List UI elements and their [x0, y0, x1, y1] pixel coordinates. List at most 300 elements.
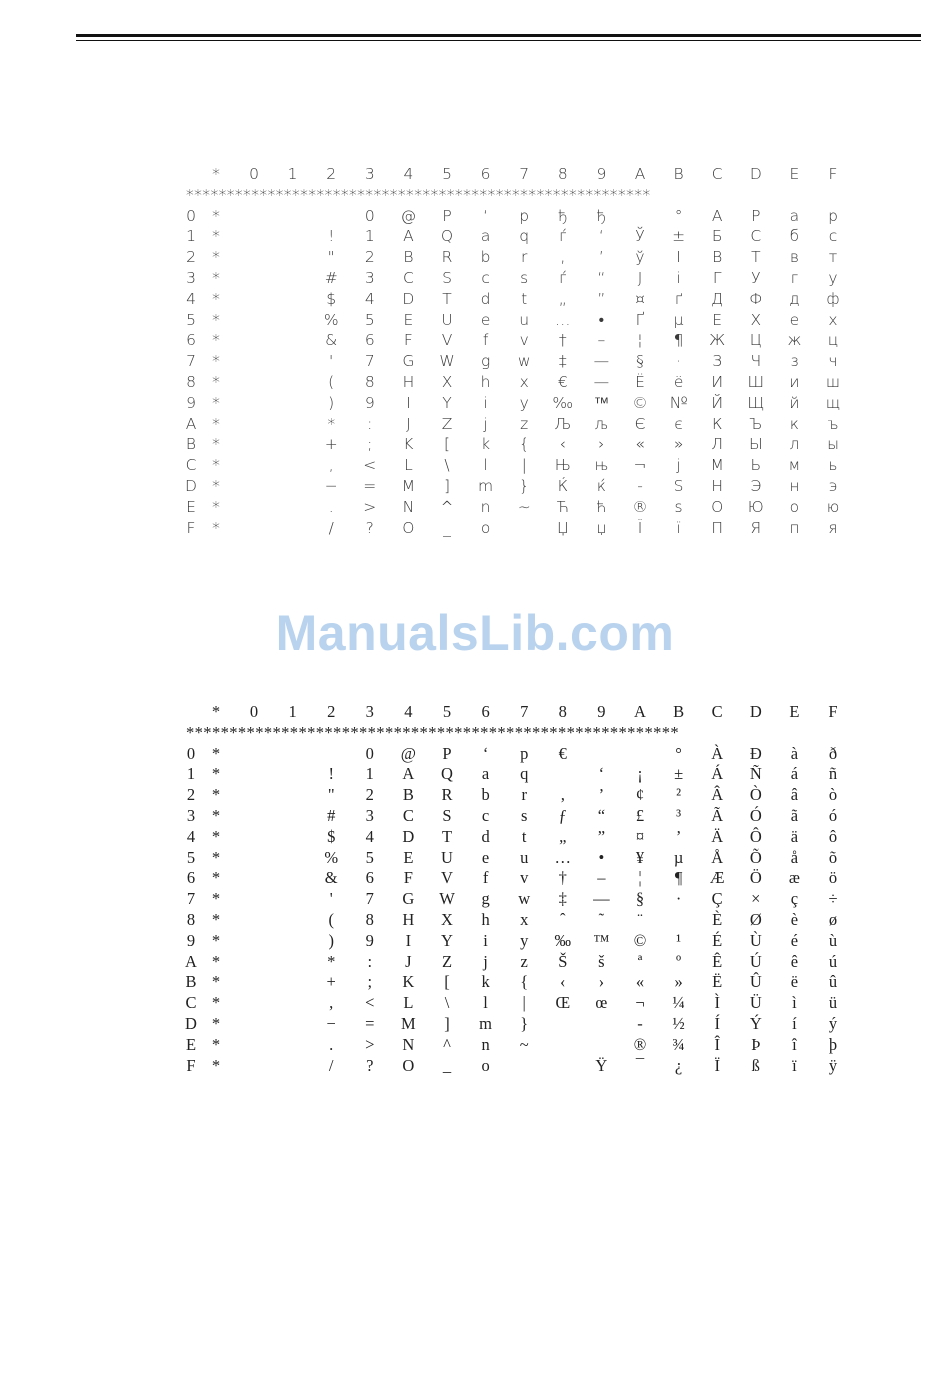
char-cell: z — [520, 414, 529, 433]
char-cell: э — [828, 476, 838, 495]
char-cell: § — [635, 889, 645, 909]
char-cell: 7 — [365, 889, 374, 909]
char-cell: o — [480, 518, 491, 537]
header-cell: 6 — [481, 702, 490, 721]
char-cell: M — [401, 476, 416, 495]
char-cell: Å — [711, 847, 724, 867]
char-cell: № — [669, 393, 688, 412]
char-cell: ‘ — [483, 206, 489, 225]
char-cell: % — [323, 310, 339, 329]
row-label: 0 — [186, 206, 196, 225]
char-cell: В — [712, 248, 723, 267]
char-cell: ђ — [596, 206, 607, 225]
table-row — [176, 497, 856, 518]
header-cell: 1 — [288, 702, 297, 721]
char-cell: Ì — [714, 993, 720, 1013]
table-row — [176, 931, 856, 952]
char-cell: v — [519, 331, 529, 350]
row-label: 1 — [186, 764, 196, 784]
character-table-2 — [176, 702, 856, 1076]
character-table-1 — [176, 164, 856, 538]
char-cell: њ — [594, 456, 609, 475]
char-cell: Ú — [749, 951, 762, 971]
char-cell: • — [598, 847, 605, 867]
row-star: * — [211, 951, 221, 971]
char-cell: — — [593, 372, 610, 391]
char-cell: u — [519, 310, 530, 329]
char-cell: ѓ — [558, 227, 567, 246]
char-cell: ¦ — [637, 331, 643, 350]
char-cell: „ — [558, 289, 567, 308]
char-cell: U — [441, 847, 453, 867]
char-cell: о — [789, 497, 800, 516]
table-row — [176, 351, 856, 372]
char-cell: î — [792, 1034, 797, 1054]
char-cell: û — [828, 972, 838, 992]
char-cell: s — [520, 268, 529, 287]
table-row — [176, 247, 856, 268]
char-cell: / — [328, 518, 334, 537]
char-cell: & — [324, 868, 338, 888]
char-cell: е — [789, 310, 800, 329]
char-cell: н — [789, 476, 800, 495]
char-cell: ё — [673, 372, 684, 391]
char-cell: ! — [328, 764, 334, 784]
char-cell: i — [483, 930, 488, 950]
row-star: * — [211, 847, 221, 867]
header-cell: 7 — [520, 702, 529, 721]
char-cell: H — [402, 909, 415, 929]
char-cell: Ä — [711, 826, 724, 846]
char-cell: m — [479, 1013, 493, 1033]
char-cell: h — [481, 909, 490, 929]
char-cell: p — [520, 743, 529, 763]
char-cell: ° — [674, 206, 683, 225]
char-cell: Z — [441, 951, 453, 971]
char-cell: · — [676, 352, 682, 371]
header-cell: F — [828, 702, 838, 721]
char-cell: Â — [711, 785, 724, 805]
char-cell: ‚ — [560, 785, 566, 805]
table-row — [176, 1014, 856, 1035]
char-cell: Ã — [711, 805, 724, 825]
char-cell: Й — [711, 393, 724, 412]
char-cell: . — [328, 497, 334, 516]
char-cell: ¬ — [633, 456, 647, 475]
char-cell: £ — [635, 805, 645, 825]
char-cell: õ — [828, 847, 838, 867]
char-cell: E — [403, 310, 414, 329]
char-cell: í — [792, 1013, 797, 1033]
char-cell: у — [828, 268, 838, 287]
row-label: 2 — [186, 785, 196, 805]
row-star: * — [212, 268, 220, 287]
char-cell: , — [329, 993, 334, 1013]
table-header-row — [176, 164, 856, 185]
char-cell: ˆ — [560, 909, 566, 929]
char-cell: + — [324, 435, 338, 454]
row-label: 9 — [186, 930, 196, 950]
char-cell: І — [676, 248, 681, 267]
char-cell: 6 — [364, 331, 375, 350]
char-cell: . — [329, 1034, 334, 1054]
char-cell: z — [520, 951, 528, 971]
char-cell: q — [520, 764, 529, 784]
char-cell: § — [636, 352, 644, 371]
char-cell: B — [403, 248, 414, 267]
char-cell: R — [441, 785, 453, 805]
char-cell: − — [326, 1013, 336, 1033]
char-cell: Ш — [747, 372, 765, 391]
char-cell: ˜ — [598, 909, 605, 929]
row-star: * — [212, 352, 220, 371]
char-cell: ä — [790, 826, 799, 846]
row-label: 0 — [186, 743, 196, 763]
char-cell: [ — [443, 435, 451, 454]
char-cell: } — [520, 1013, 529, 1033]
char-cell: _ — [442, 1055, 452, 1075]
char-cell: ” — [597, 289, 606, 308]
char-cell: › — [598, 972, 605, 992]
char-cell: Р — [751, 206, 761, 225]
char-cell: к — [789, 414, 799, 433]
char-cell: L — [403, 993, 414, 1013]
row-label: C — [185, 456, 197, 475]
char-cell: y — [520, 930, 529, 950]
char-cell: X — [441, 372, 453, 391]
char-cell: Ц — [749, 331, 762, 350]
char-cell: М — [710, 456, 724, 475]
char-cell: K — [403, 435, 414, 454]
char-cell: ï — [792, 1055, 797, 1075]
char-cell: N — [402, 497, 415, 516]
char-cell: G — [402, 889, 415, 909]
row-star: * — [211, 972, 221, 992]
char-cell: ƒ — [558, 805, 567, 825]
char-cell: t — [521, 289, 528, 308]
char-cell: Я — [750, 518, 762, 537]
char-cell: J — [406, 414, 411, 433]
row-star: * — [212, 456, 220, 475]
row-label: F — [186, 518, 196, 537]
char-cell: — — [593, 889, 610, 909]
header-cell: 8 — [558, 702, 567, 721]
char-cell: Э — [750, 476, 762, 495]
char-cell: З — [712, 352, 723, 371]
char-cell: Ь — [750, 456, 762, 475]
char-cell: ' — [329, 352, 334, 371]
char-cell: Ð — [749, 743, 762, 763]
char-cell: d — [480, 289, 491, 308]
char-cell: Ы — [748, 435, 763, 454]
char-cell: R — [441, 248, 453, 267]
header-cell: 2 — [327, 702, 336, 721]
char-cell: P — [442, 743, 452, 763]
char-cell: п — [789, 518, 800, 537]
char-cell: à — [790, 743, 799, 763]
table-row — [176, 952, 856, 973]
char-cell: - — [637, 476, 643, 495]
char-cell: $ — [326, 289, 337, 308]
table-row — [176, 310, 856, 331]
char-cell: h — [480, 372, 491, 391]
char-cell: w — [517, 352, 531, 371]
char-cell: П — [711, 518, 724, 537]
char-cell: D — [402, 289, 415, 308]
char-cell: * — [327, 951, 336, 971]
char-cell: q — [519, 227, 530, 246]
char-cell: Ò — [749, 785, 762, 805]
row-label: 6 — [186, 331, 196, 350]
char-cell: ѓ — [558, 268, 567, 287]
char-cell: ¿ — [674, 1055, 683, 1075]
char-cell: a — [480, 227, 491, 246]
row-star: * — [212, 497, 220, 516]
char-cell: [ — [444, 972, 450, 992]
table-row — [176, 972, 856, 993]
char-cell: з — [790, 352, 799, 371]
char-cell: Ô — [749, 826, 762, 846]
char-cell: Ê — [712, 951, 723, 971]
char-cell: и — [789, 372, 800, 391]
char-cell: Ï — [714, 1055, 720, 1075]
char-cell: Ù — [749, 930, 762, 950]
char-cell: ‡ — [558, 352, 567, 371]
char-cell: m — [478, 476, 494, 495]
char-cell: f — [482, 868, 489, 888]
char-cell: ô — [828, 826, 838, 846]
char-cell: — — [593, 352, 610, 371]
char-cell: i — [483, 393, 488, 412]
char-cell: ¼ — [672, 993, 685, 1013]
char-cell: œ — [595, 993, 608, 1013]
char-cell: Ў — [635, 227, 645, 246]
char-cell: P — [442, 206, 452, 225]
char-cell: 4 — [364, 289, 375, 308]
star-line: ********************************************************* — [186, 722, 680, 742]
row-label: D — [185, 476, 197, 495]
char-cell: A — [403, 227, 414, 246]
char-cell: Ќ — [557, 476, 569, 495]
char-cell: ¬ — [635, 993, 645, 1013]
char-cell: Ç — [711, 889, 723, 909]
char-cell: „ — [559, 826, 567, 846]
char-cell: ¥ — [635, 847, 645, 867]
char-cell: ‹ — [559, 435, 566, 454]
char-cell: 2 — [364, 248, 375, 267]
char-cell: Ó — [749, 805, 762, 825]
char-cell: 7 — [364, 352, 375, 371]
char-cell: – — [597, 331, 606, 350]
char-cell: K — [402, 972, 415, 992]
char-cell: ъ — [827, 414, 839, 433]
char-cell: м — [788, 456, 801, 475]
row-label: 1 — [186, 227, 196, 246]
header-cell: 8 — [557, 165, 568, 183]
char-cell: ™ — [593, 930, 610, 950]
char-cell: ¶ — [674, 868, 683, 888]
char-cell: þ — [828, 1034, 838, 1054]
char-cell: Q — [440, 227, 454, 246]
char-cell: 9 — [365, 930, 374, 950]
table-row — [176, 393, 856, 414]
char-cell: × — [751, 889, 761, 909]
row-label: 3 — [186, 805, 196, 825]
char-cell: љ — [594, 414, 609, 433]
char-cell: r — [521, 248, 528, 267]
char-cell: ° — [675, 743, 682, 763]
row-label: A — [185, 414, 197, 433]
char-cell: Ý — [749, 1013, 762, 1033]
char-cell: ì — [792, 993, 797, 1013]
char-cell: D — [402, 826, 415, 846]
char-cell: © — [632, 393, 648, 412]
char-cell: š — [598, 951, 605, 971]
char-cell: х — [828, 310, 838, 329]
char-cell: џ — [596, 518, 607, 537]
char-cell: » — [674, 972, 683, 992]
char-cell: 0 — [365, 743, 374, 763]
row-label: 8 — [186, 372, 196, 391]
char-cell: с — [828, 227, 838, 246]
char-cell: @ — [400, 743, 416, 763]
char-cell: u — [520, 847, 529, 867]
char-cell: # — [324, 268, 338, 287]
char-cell: » — [673, 435, 684, 454]
row-label: 6 — [186, 868, 196, 888]
table-row — [176, 1056, 856, 1077]
char-cell: Џ — [556, 518, 569, 537]
char-cell: ( — [328, 372, 335, 391]
char-cell: т — [828, 248, 838, 267]
char-cell: 1 — [364, 227, 375, 246]
char-cell: ã — [790, 805, 799, 825]
header-cell: * — [211, 702, 221, 721]
char-cell: ¤ — [635, 289, 645, 308]
top-rule-thin — [76, 40, 921, 41]
char-cell: Є — [634, 414, 646, 433]
watermark: ManualsLib.com — [275, 605, 675, 661]
header-cell: 2 — [326, 165, 337, 183]
row-label: 3 — [186, 268, 196, 287]
char-cell: Ј — [637, 268, 643, 287]
header-cell: 6 — [480, 165, 491, 183]
row-star: * — [211, 805, 221, 825]
char-cell: ý — [828, 1013, 838, 1033]
row-star: * — [211, 826, 221, 846]
char-cell: Ю — [747, 497, 764, 516]
char-cell: t — [521, 826, 527, 846]
char-cell: Ї — [637, 518, 643, 537]
char-cell: \ — [444, 456, 450, 475]
row-label: 5 — [186, 310, 196, 329]
char-cell: ј — [676, 456, 681, 475]
row-star: * — [212, 518, 220, 537]
row-label: 8 — [186, 909, 196, 929]
char-cell: б — [789, 227, 800, 246]
char-cell: Á — [711, 764, 724, 784]
header-cell: 9 — [597, 702, 606, 721]
char-cell: ! — [328, 227, 335, 246]
char-cell: і — [676, 268, 681, 287]
char-cell: c — [481, 805, 490, 825]
char-cell: N — [402, 1034, 415, 1054]
char-cell: x — [520, 909, 529, 929]
char-cell: ы — [827, 435, 839, 454]
char-cell: ø — [828, 909, 838, 929]
char-cell: @ — [400, 206, 417, 225]
char-cell: ‘ — [482, 743, 489, 763]
char-cell: Ё — [635, 372, 645, 391]
char-cell: º — [676, 951, 682, 971]
char-cell: ~ — [517, 497, 531, 516]
char-cell: ж — [787, 331, 802, 350]
char-cell: É — [712, 930, 723, 950]
char-cell: o — [481, 1055, 490, 1075]
char-cell: < — [365, 993, 375, 1013]
char-cell: Q — [441, 764, 453, 784]
char-cell: n — [480, 497, 491, 516]
row-star: * — [212, 310, 220, 329]
char-cell: | — [522, 993, 526, 1013]
char-cell: Ґ — [635, 310, 645, 329]
char-cell: Y — [441, 930, 453, 950]
char-cell: Д — [711, 289, 724, 308]
char-cell: Þ — [751, 1034, 761, 1054]
char-cell: Œ — [555, 993, 571, 1013]
char-cell: E — [403, 847, 414, 867]
char-cell: c — [481, 268, 490, 287]
char-cell: С — [750, 227, 762, 246]
char-cell: Ñ — [749, 764, 762, 784]
char-cell: M — [401, 1013, 416, 1033]
char-cell: â — [790, 785, 799, 805]
row-label: E — [186, 497, 196, 516]
char-cell: Š — [558, 951, 568, 971]
header-cell: A — [634, 702, 646, 721]
char-cell: } — [519, 476, 530, 495]
char-cell: ¦ — [638, 868, 642, 888]
char-cell: ћ — [596, 497, 607, 516]
char-cell: ® — [633, 1034, 647, 1054]
header-cell: 4 — [403, 165, 414, 183]
char-cell: W — [439, 889, 455, 909]
char-cell: a — [481, 764, 490, 784]
header-cell: C — [711, 702, 723, 721]
char-cell: Љ — [554, 414, 572, 433]
star-separator — [176, 185, 856, 206]
char-cell: Г — [712, 268, 722, 287]
row-star: * — [211, 785, 221, 805]
table-row — [176, 868, 856, 889]
char-cell: k — [481, 972, 490, 992]
char-cell: % — [324, 847, 339, 867]
char-cell: p — [519, 206, 530, 225]
char-cell: y — [519, 393, 529, 412]
header-cell: B — [673, 702, 685, 721]
char-cell: ª — [637, 951, 643, 971]
char-cell: g — [480, 352, 491, 371]
char-cell: é — [790, 930, 799, 950]
char-cell: р — [828, 206, 838, 225]
row-label: F — [186, 1055, 196, 1075]
char-cell: ” — [597, 826, 606, 846]
char-cell: − — [324, 476, 338, 495]
char-cell: Х — [750, 310, 762, 329]
char-cell: … — [555, 310, 571, 329]
char-cell: г — [790, 268, 799, 287]
char-cell: ‰ — [554, 930, 572, 950]
